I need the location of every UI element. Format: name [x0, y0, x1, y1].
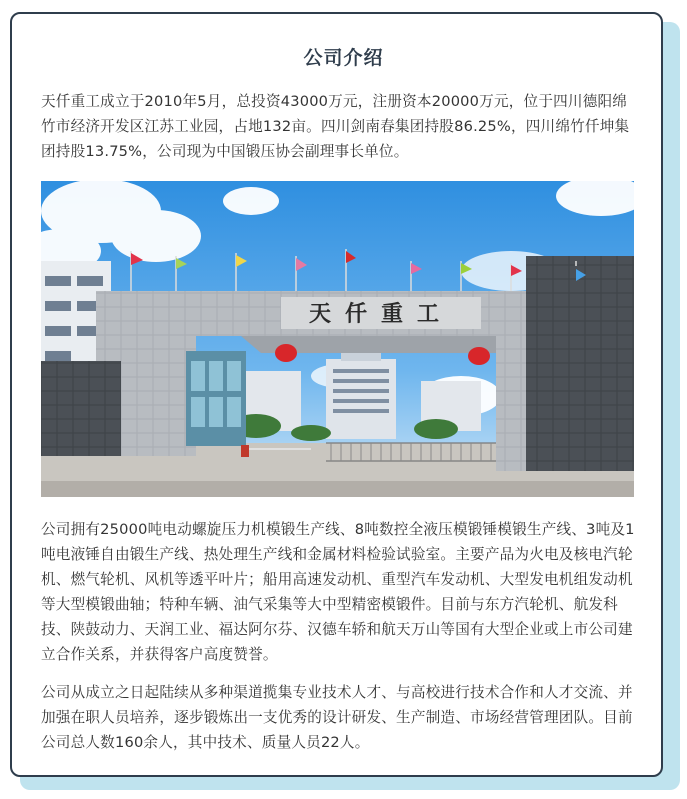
- company-gate-photo: [41, 181, 634, 497]
- section-title: 公司介绍: [303, 47, 384, 69]
- intro-paragraph-3: 公司从成立之日起陆续从多种渠道揽集专业技术人才、与高校进行技术合作和人才交流、并加强在职人员培养，逐步锻炼出一支优秀的设计研发、生产制造、市场经营管理团队。目前公司总人数160余人，其中技术、质量人员22人。: [41, 684, 633, 751]
- gate-sign-text: 天仟重工: [308, 301, 454, 327]
- intro-paragraph-1: 天仟重工成立于2010年5月，总投资43000万元，注册资本20000万元，位于四川德阳绵竹市经济开发区江苏工业园，占地132亩。四川剑南春集团持股86.25%，四川绵竹仟坤集团持股13.75%，公司现为中国锻压协会副理事长单位。: [41, 93, 630, 160]
- intro-paragraph-2: 公司拥有25000吨电动螺旋压力机模锻生产线、8吨数控全液压模锻锤模锻生产线、3吨及1吨电液锤自由锻生产线、热处理生产线和金属材料检验试验室。主要产品为火电及核电汽轮机、燃气轮机、风机等透平叶片；船用高速发动机、重型汽车发动机、大型发电机组发动机等大型模锻曲轴；特种车辆、油气采集等大中型精密模锻件。目前与东方汽轮机、航发科技、陕鼓动力、天润工业、福达阿尔芬、汉德车轿和航天万山等国有大型企业或上市公司建立合作关系，并获得客户高度赞誉。: [41, 521, 635, 663]
